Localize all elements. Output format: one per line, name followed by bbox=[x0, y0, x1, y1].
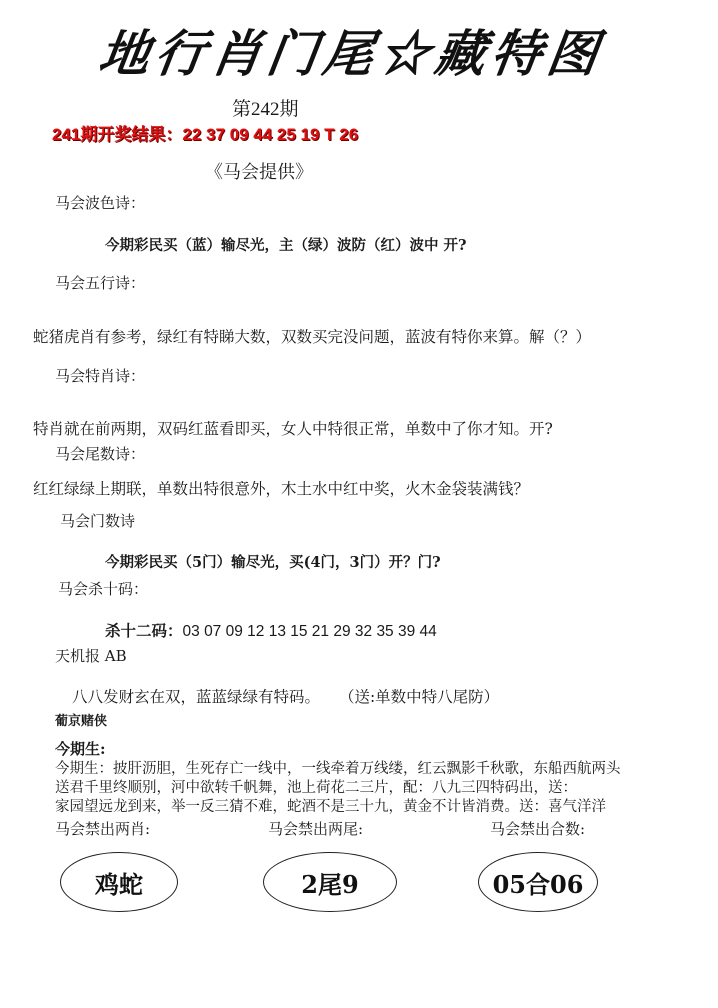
tianji-heading: 天机报 AB bbox=[55, 647, 127, 665]
ban-zodiac-value: 鸡蛇 bbox=[95, 869, 143, 899]
kill-heading: 马会杀十码： bbox=[58, 580, 149, 598]
ban-tail-oval bbox=[263, 852, 397, 912]
wave-line: 今期彩民买（蓝）输尽光，主（绿）波防（红）波中 开? bbox=[105, 237, 467, 254]
ban-tail-value: 2尾9 bbox=[301, 869, 359, 899]
today-heading: 今期生: bbox=[55, 740, 106, 758]
last-result: 241期开奖结果：22 37 09 44 25 19 T 26 bbox=[52, 125, 359, 144]
provider-label: 《马会提供》 bbox=[205, 162, 313, 183]
tail-heading: 马会尾数诗： bbox=[55, 445, 146, 463]
today-line-1: 今期生：披肝沥胆，生死存亡一线中，一线牵着万线缕，红云飘影千秋歌，东船西航两头 bbox=[55, 761, 621, 777]
kill-row bbox=[105, 619, 437, 641]
wave-heading: 马会波色诗： bbox=[55, 194, 146, 212]
five-elements-line: 蛇猪虎肖有参考，绿红有特睇大数，双数买完没问题，蓝波有特你来算。解（？） bbox=[33, 328, 592, 346]
kill-numbers: 03 07 09 12 13 15 21 29 32 35 39 44 bbox=[182, 623, 437, 640]
ban-sum-label: 马会禁出合数: bbox=[490, 820, 586, 838]
tianji-row bbox=[72, 685, 499, 707]
zodiac-line: 特肖就在前两期，双码红蓝看即买，女人中特很正常，单数中了你才知。开? bbox=[33, 420, 553, 438]
ban-sum-oval bbox=[478, 852, 598, 912]
page-title: 地行肖门尾☆藏特图 bbox=[95, 24, 608, 83]
ban-zodiac-oval bbox=[60, 852, 178, 912]
door-line: 今期彩民买（5门）输尽光，买(4门，3门）开？门? bbox=[105, 554, 441, 571]
zodiac-heading: 马会特肖诗： bbox=[55, 367, 146, 385]
kill-label: 杀十二码： bbox=[105, 621, 183, 640]
five-elements-heading: 马会五行诗： bbox=[55, 274, 146, 292]
today-line-2: 送君千里终顺别，河中欲转千帆舞，池上荷花二三片，配：八九三四特码出，送： bbox=[55, 780, 577, 796]
ban-tail-label: 马会禁出两尾: bbox=[268, 820, 364, 838]
ban-sum-value: 05合06 bbox=[492, 869, 584, 899]
ban-zodiac-label: 马会禁出两肖: bbox=[55, 820, 151, 838]
today-line-3: 家园望远龙到来，举一反三猜不难，蛇酒不是三十九，黄金不计皆消费。送：喜气洋洋 bbox=[55, 799, 606, 815]
tianji-note: （送:单数中特八尾防） bbox=[338, 688, 500, 706]
issue-number: 第242期 bbox=[232, 99, 299, 120]
portugal-heading: 葡京赌侠 bbox=[55, 714, 108, 729]
tail-line: 红红绿绿上期联，单数出特很意外，木土水中红中奖，火木金袋装满钱？ bbox=[33, 480, 530, 498]
tianji-line: 八八发财玄在双，蓝蓝绿绿有特码。 bbox=[72, 688, 321, 706]
door-heading: 马会门数诗 bbox=[60, 512, 136, 530]
